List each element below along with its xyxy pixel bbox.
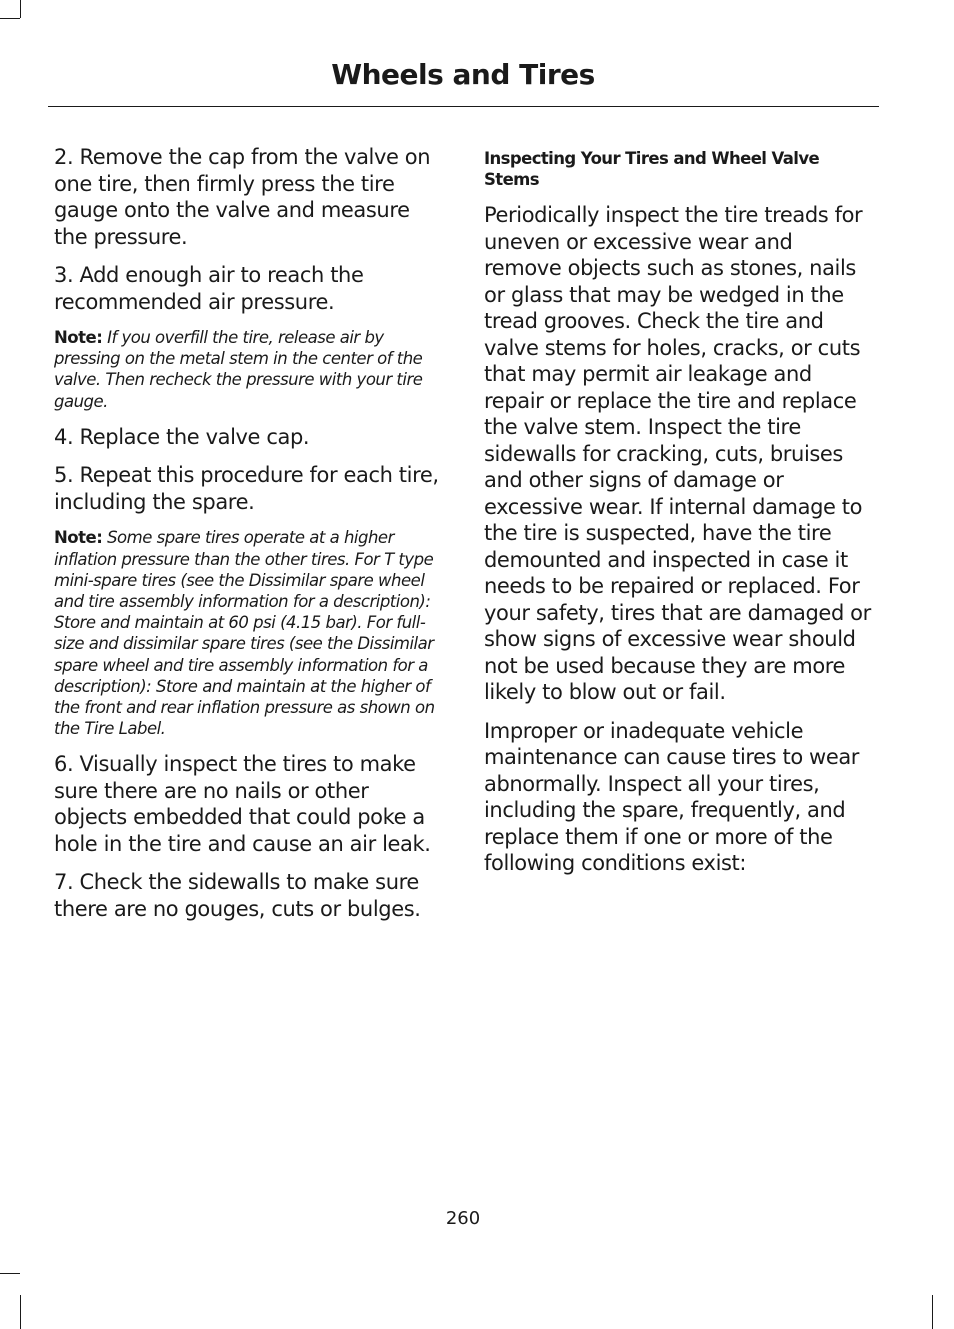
step-3-text: 3. Add enough air to reach the recommended air pressure. <box>54 263 364 314</box>
page-number: 260 <box>445 1208 481 1229</box>
page-title: Wheels and Tires <box>331 58 595 91</box>
step-6-text: 6. Visually inspect the tires to make sure there are no nails or other objects embedded that could poke a hole in the tire and cause an air leak. <box>54 752 431 856</box>
inspection-paragraph: Periodically inspect the tire treads for uneven or excessive wear and remove objects such as stones, nails or glass that may be wedged in the tread grooves. Check the tire and valve stems for holes, cracks, or cuts that may permit air leakage and repair or replace the tire and replace the valve stem. Inspect the tire sidewalls for cracking, cuts, bruises and other signs of damage or excessive wear. If internal damage to the tire is suspected, have the tire demounted and inspected in case it needs to be repaired or replaced. For your safety, tires that are damaged or show signs of excessive wear should not be used because they are more likely to blow out or fail. <box>484 203 871 704</box>
crop-mark-bottom-right-vertical <box>932 1295 933 1329</box>
section-subheading: Inspecting Your Tires and Wheel Valve Stems <box>484 149 820 189</box>
note-text: If you overfill the tire, release air by pressing on the metal stem in the center of the valve. Then recheck the pressure with your tire gauge. <box>54 328 423 411</box>
crop-mark-top-left-vertical <box>20 0 21 18</box>
note-overfill <box>54 327 446 412</box>
left-column <box>54 144 446 934</box>
note-label: Note: <box>54 528 103 548</box>
header-divider <box>48 106 879 107</box>
right-column <box>484 144 876 889</box>
note-label: Note: <box>54 328 103 347</box>
note-spare-tires <box>54 527 446 739</box>
crop-mark-bottom-left-horizontal <box>0 1273 20 1274</box>
step-4-text: 4. Replace the valve cap. <box>54 424 310 449</box>
step-2-text: 2. Remove the cap from the valve on one tire, then firmly press the tire gauge onto the valve and measure the pressure. <box>54 145 431 249</box>
maintenance-paragraph: Improper or inadequate vehicle maintenance can cause tires to wear abnormally. Inspect all your tires, including the spare, frequently, and replace them if one or more of the following conditions exist: <box>484 718 860 875</box>
crop-mark-bottom-left-vertical <box>20 1295 21 1329</box>
note-text: Some spare tires operate at a higher inflation pressure than the other tires. For T type mini-spare tires (see the Dissimilar spare wheel and tire assembly information for a description): Store and maintain at 60 psi (4.15 bar). For full-size and dissimilar spare tires (see the Dissimilar spare wheel and tire assembly information for a description): Store and maintain at the higher of the front and rear inflation pressure as shown on the Tire Label. <box>54 528 435 739</box>
step-7-text: 7. Check the sidewalls to make sure there are no gouges, cuts or bulges. <box>54 870 421 921</box>
crop-mark-top-left-horizontal <box>0 18 20 19</box>
step-5-text: 5. Repeat this procedure for each tire, including the spare. <box>54 463 439 514</box>
